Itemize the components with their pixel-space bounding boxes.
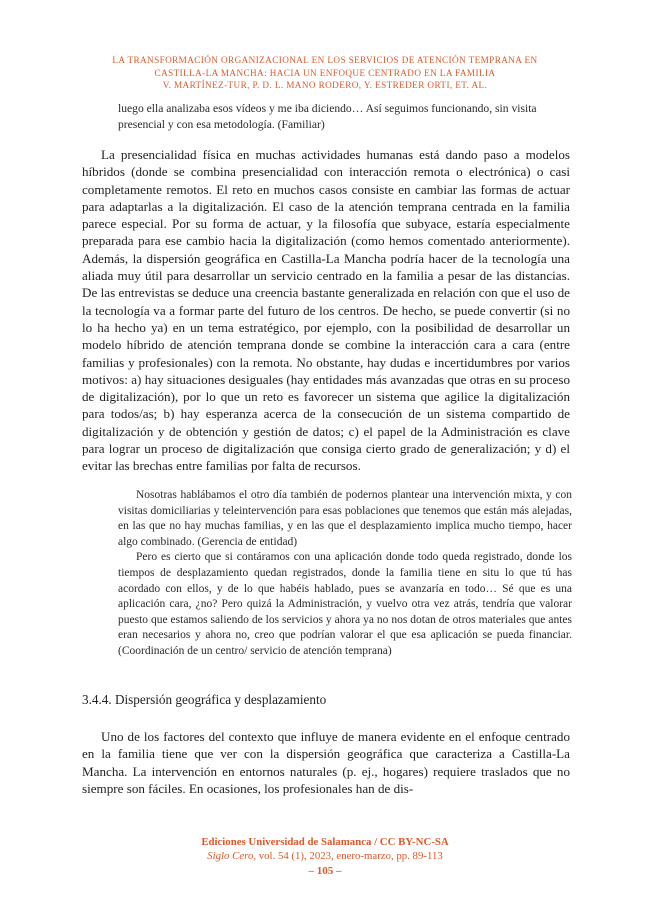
running-header — [60, 54, 590, 92]
paragraph-text: Uno de los factores del contexto que influye de manera evidente en el enfoque centrado en la familia tiene que ver con la dispersión geográfica que caracteriza a Castilla-La Mancha. La intervención en entornos naturales (p. ej., hogares) requiere traslados que no siempre son fáciles. En ocasiones, los profesionales han de dis- — [82, 729, 570, 796]
block-quote-interviews — [118, 488, 572, 660]
footer-citation — [0, 850, 650, 864]
block-quote-top: luego ella analizaba esos vídeos y me iba diciendo… Así seguimos funcionando, sin visita presencial y con esa metodología. (Familiar) — [118, 102, 537, 131]
header-title-line-2: CASTILLA-LA MANCHA: HACIA UN ENFOQUE CENTRADO EN LA FAMILIA — [154, 67, 496, 78]
header-authors: V. MARTÍNEZ-TUR, P. D. L. MANO RODERO, Y. ESTREDER ORTI, ET. AL. — [162, 80, 488, 90]
body-paragraph-2 — [82, 728, 570, 797]
page-number: – 105 – — [308, 865, 342, 877]
body-paragraph-1 — [82, 146, 570, 475]
page-footer — [0, 836, 650, 879]
paragraph-text: La presencialidad física en muchas actividades humanas está dando paso a modelos híbridos (donde se combina presencialidad con interacción remota o electrónica) o casi completamente remotos. El reto en muchos casos consiste en cambiar las formas de actuar para adaptarlas a la digitalización. El caso de la atención temprana centrada en la familia parece especial. Por su forma de actuar, y la filosofía que subyace, estaría especialmente preparada para ese cambio hacia la digitalización (como hemos comentado anteriormente). Además, la dispersión geográfica en Castilla-La Mancha podría hacer de la tecnología una aliada muy útil para desarrollar un servicio centrado en la familia a pesar de las distancias. De las entrevistas se deduce una creencia bastante generalizada en relación con que el uso de la tecnología va a formar parte del futuro de los centros. De hecho, se puede convertir (si no lo ha hecho ya) en un tema estratégico, por ejemplo, con la posibilidad de desarrollar un modelo híbrido de atención temprana donde se combine la interacción cara a cara (entre familias y profesionales) con la remota. No obstante, hay dudas e incertidumbres por varios motivos: a) hay situaciones desiguales (hay entidades más avanzadas que otras en su proceso de digitalización), por lo que un reto es favorecer un sistema que agilice la digitalización para todos/as; b) hay esperanza acerca de la consecución de un sistema compartido de digitalización y de obtención y gestión de datos; c) el papel de la Administración es clave para lograr un proceso de digitalización que consiga cierto grado de generalización; y d) el evitar las brechas entre familias por falta de recursos. — [82, 147, 570, 474]
footer-journal: Siglo Cero, — [207, 849, 257, 862]
footer-publisher: Ediciones Universidad de Salamanca / CC BY-NC-SA — [201, 836, 449, 848]
header-title-line-1: LA TRANSFORMACIÓN ORGANIZACIONAL EN LOS SERVICIOS DE ATENCIÓN TEMPRANA EN — [112, 55, 538, 65]
footer-volume: vol. 54 (1), 2023, enero-marzo, pp. 89-113 — [256, 849, 443, 862]
section-heading: 3.4.4. Dispersión geográfica y desplazamiento — [82, 692, 327, 707]
quote-paragraph-1: Nosotras hablábamos el otro día también de podernos plantear una intervención mixta, y con visitas domiciliarias y teleintervención para esas poblaciones que tenemos que están más alejadas, en las que no hay muchas familias, y en las que el desplazamiento implica mucho tiempo, hacer algo combinado. (Gerencia de entidad) — [118, 489, 572, 548]
quote-paragraph-2: Pero es cierto que si contáramos con una aplicación donde todo queda registrado, donde los tiempos de desplazamiento quedan registrados, donde la familia tiene en situ lo que tú has acordado con ellos, y de lo que habéis hablado, pues se avanzaría en todo… Sé que es una aplicación cara, ¿no? Pero quizá la Administración, y vuelvo otra vez atrás, tendría que valorar puesto que estamos saliendo de los servicios y ahora ya no nos dotan de otros materiales que antes eran necesarios y ahora no, creo que podrían valorar el que esa aplicación se pueda financiar. (Coordinación de un centro/ servicio de atención temprana) — [118, 551, 572, 657]
